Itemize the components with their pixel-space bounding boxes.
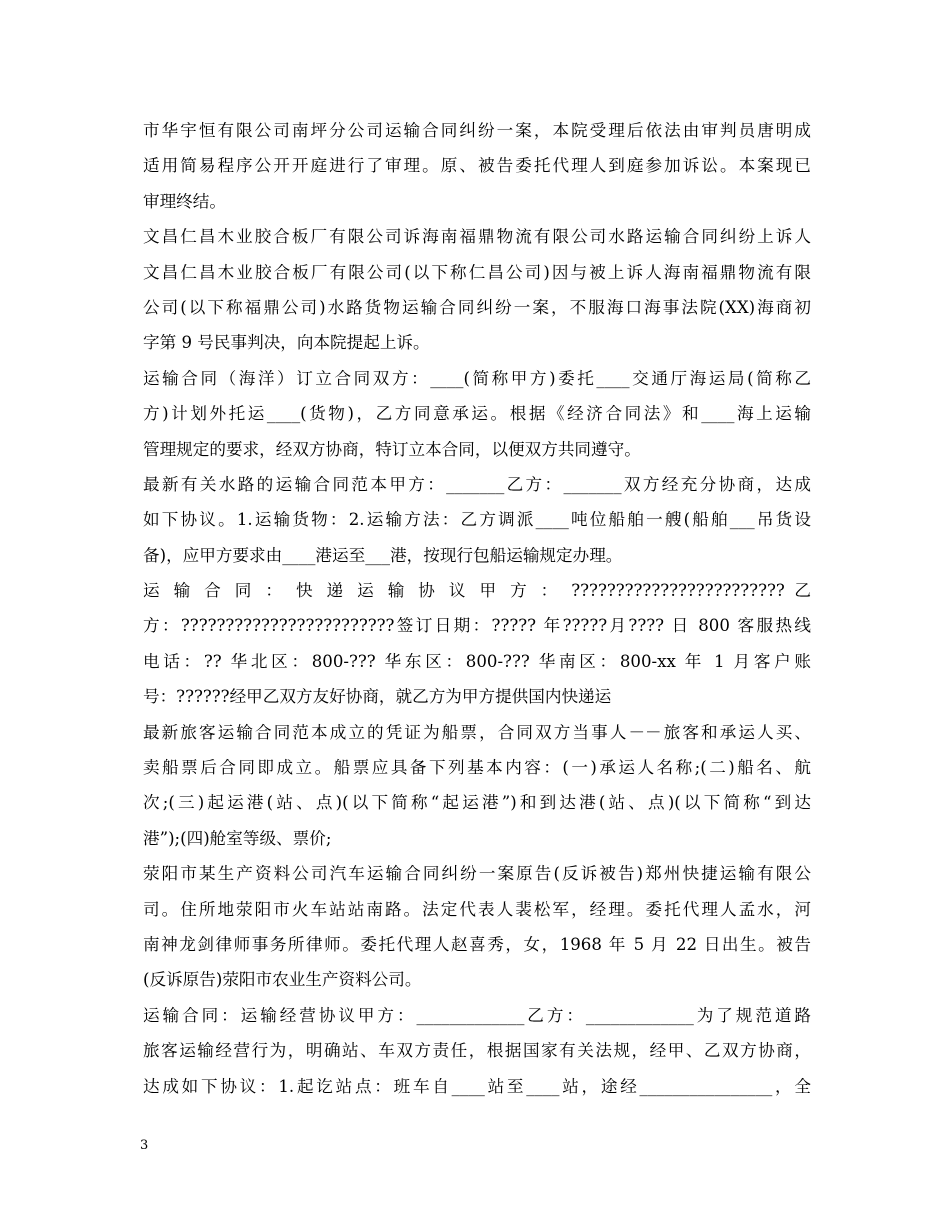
text-line: 号：??????经甲乙双方友好协商，就乙方为甲方提供国内快递运	[143, 687, 612, 707]
text-line: 港”);(四)舱室等级、票价;	[143, 828, 332, 848]
text-line: (反诉原告)荥阳市农业生产资料公司。	[143, 970, 422, 990]
text-line: 运输合同（海洋）订立合同双方：____(简称甲方)委托____交通厅海运局(简称乙	[143, 368, 811, 388]
text-line: 如下协议。1.运输货物：2.运输方法：乙方调派____吨位船舶一艘(船舶___吊货设	[143, 510, 811, 530]
text-line: 公司(以下称福鼎公司)水路货物运输合同纠纷一案，不服海口海事法院(XX)海商初	[143, 297, 811, 317]
text-line: 审理终结。	[143, 191, 226, 211]
page-number: 3	[140, 1138, 149, 1153]
text-line: 南神龙剑律师事务所律师。委托代理人赵喜秀，女，1968 年 5 月 22 日出生。被告	[143, 934, 811, 954]
text-line: 文昌仁昌木业胶合板厂有限公司诉海南福鼎物流有限公司水路运输合同纠纷上诉人	[143, 227, 811, 247]
text-line: 旅客运输经营行为，明确站、车双方责任，根据国家有关法规，经甲、乙双方协商，	[143, 1041, 811, 1061]
text-line: 备)，应甲方要求由____港运至___港，按现行包船运输规定办理。	[143, 545, 623, 565]
text-line: 字第 9 号民事判决，向本院提起上诉。	[143, 333, 430, 353]
text-line: 适用简易程序公开开庭进行了审理。原、被告委托代理人到庭参加诉讼。本案现已	[143, 156, 811, 176]
text-line: 方)计划外托运____(货物)，乙方同意承运。根据《经济合同法》和____海上运输	[143, 404, 811, 424]
text-line: 次;(三)起运港(站、点)(以下简称“起运港”)和到达港(站、点)(以下简称“到达	[143, 793, 811, 813]
document-body	[143, 113, 811, 1104]
text-line: 运输合同：运输经营协议甲方：_____________乙方：_____________为了规范道路	[143, 1005, 811, 1025]
text-line: 最新有关水路的运输合同范本甲方：_______乙方：_______双方经充分协商，达成	[143, 474, 811, 494]
text-line: 司。住所地荥阳市火车站站南路。法定代表人裴松军，经理。委托代理人孟水，河	[143, 899, 811, 919]
text-line: 最新旅客运输合同范本成立的凭证为船票，合同双方当事人－－旅客和承运人买、	[143, 722, 811, 742]
text-line: 管理规定的要求，经双方协商，特订立本合同，以便双方共同遵守。	[143, 439, 641, 459]
text-line: 电话：?? 华北区：800-??? 华东区：800-??? 华南区：800-xx 年 1 月客户账	[143, 651, 811, 671]
text-line: 卖船票后合同即成立。船票应具备下列基本内容：(一)承运人名称;(二)船名、航	[143, 758, 811, 778]
text-line: 达成如下协议：1.起讫站点：班车自____站至____站，途经________________，全	[143, 1076, 811, 1096]
text-line: 荥阳市某生产资料公司汽车运输合同纠纷一案原告(反诉被告)郑州快捷运输有限公	[143, 864, 811, 884]
text-line: 文昌仁昌木业胶合板厂有限公司(以下称仁昌公司)因与被上诉人海南福鼎物流有限	[143, 262, 811, 282]
text-line: 运 输 合 同 ： 快 递 运 输 协 议 甲 方 ： ???????????????????????? 乙	[143, 581, 811, 601]
text-line: 市华宇恒有限公司南坪分公司运输合同纠纷一案，本院受理后依法由审判员唐明成	[143, 121, 811, 140]
text-line: 方：????????????????????????签订日期：????? 年?????月???? 日 800 客服热线	[143, 616, 811, 636]
